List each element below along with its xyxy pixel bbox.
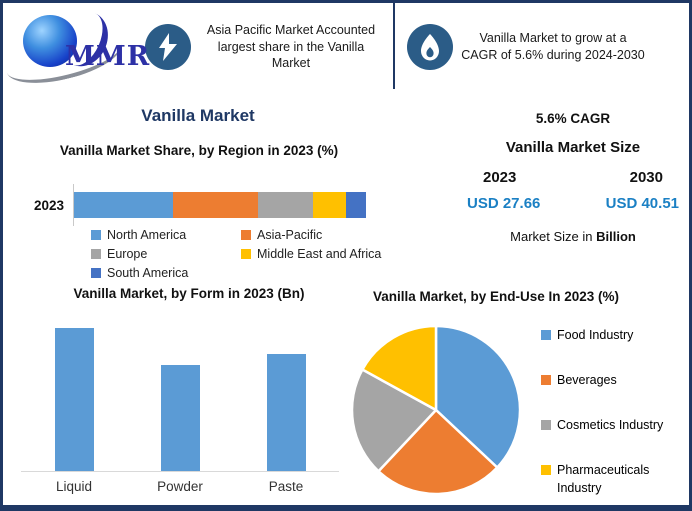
page-title: Vanilla Market bbox=[141, 106, 255, 125]
market-size-note bbox=[455, 229, 691, 244]
lightning-icon bbox=[156, 33, 180, 61]
form-bar-liquid bbox=[55, 328, 94, 471]
legend-label: Asia-Pacific bbox=[257, 227, 323, 242]
flame-icon bbox=[417, 33, 443, 61]
year-start: 2023 bbox=[483, 169, 517, 186]
form-label-powder: Powder bbox=[157, 479, 203, 494]
logo-text: MMR bbox=[65, 41, 151, 72]
region-legend bbox=[91, 225, 381, 282]
region-chart-title: Vanilla Market Share, by Region in 2023 (%) bbox=[59, 143, 339, 158]
header-callout-region bbox=[145, 22, 393, 73]
note-prefix: Market Size in bbox=[510, 229, 597, 244]
header-divider bbox=[393, 3, 395, 89]
lightning-badge bbox=[145, 24, 191, 70]
enduse-legend bbox=[541, 327, 689, 497]
region-segment-north-america bbox=[74, 192, 173, 218]
legend-swatch bbox=[541, 420, 551, 430]
value-end: USD 40.51 bbox=[605, 195, 679, 212]
form-bar-powder bbox=[161, 365, 200, 471]
legend-swatch bbox=[91, 230, 101, 240]
legend-item-food-industry bbox=[541, 327, 689, 345]
enduse-pie-chart bbox=[349, 323, 523, 497]
legend-label: Europe bbox=[107, 246, 148, 261]
form-label-liquid: Liquid bbox=[55, 479, 93, 494]
header-callout-region-text: Asia Pacific Market Accounted largest share in the Vanilla Market bbox=[206, 22, 376, 71]
flame-badge bbox=[407, 24, 453, 70]
region-segment-asia-pacific bbox=[173, 192, 258, 218]
legend-label: South America bbox=[107, 265, 189, 280]
legend-label: Cosmetics Industry bbox=[557, 418, 664, 432]
form-chart-title: Vanilla Market, by Form in 2023 (Bn) bbox=[73, 286, 305, 301]
legend-label: Beverages bbox=[557, 373, 617, 387]
region-stacked-bar bbox=[74, 192, 366, 218]
legend-label: Middle East and Africa bbox=[257, 246, 382, 261]
market-size-values bbox=[455, 195, 691, 212]
enduse-chart-title: Vanilla Market, by End-Use In 2023 (%) bbox=[372, 289, 620, 304]
header-callout-cagr bbox=[393, 24, 653, 70]
region-segment-europe bbox=[258, 192, 313, 218]
legend-swatch bbox=[541, 375, 551, 385]
legend-label: North America bbox=[107, 227, 187, 242]
region-stacked-bar-row bbox=[13, 184, 366, 226]
market-size-panel bbox=[455, 103, 691, 244]
legend-item-south-america bbox=[91, 263, 241, 282]
legend-label: Pharmaceuticals Industry bbox=[557, 463, 650, 495]
form-bar-paste bbox=[267, 354, 306, 471]
legend-swatch bbox=[241, 230, 251, 240]
note-bold: Billion bbox=[596, 229, 636, 244]
legend-item-north-america bbox=[91, 225, 241, 244]
cagr-text: 5.6% CAGR bbox=[535, 111, 611, 126]
form-label-paste: Paste bbox=[268, 479, 304, 494]
region-bar-category-label: 2023 bbox=[33, 197, 64, 213]
legend-swatch bbox=[241, 249, 251, 259]
value-start: USD 27.66 bbox=[467, 195, 541, 212]
legend-item-asia-pacific bbox=[241, 225, 381, 244]
header bbox=[3, 3, 689, 91]
form-bar-chart bbox=[21, 311, 339, 494]
region-segment-middle-east-and-africa bbox=[313, 192, 345, 218]
form-bars bbox=[21, 311, 339, 472]
legend-swatch bbox=[541, 330, 551, 340]
legend-item-beverages bbox=[541, 372, 689, 390]
market-size-years bbox=[455, 169, 691, 186]
legend-swatch bbox=[91, 268, 101, 278]
legend-item-cosmetics-industry bbox=[541, 417, 689, 435]
header-callout-cagr-text: Vanilla Market to grow at a CAGR of 5.6% during 2024-2030 bbox=[461, 31, 645, 62]
year-end: 2030 bbox=[629, 169, 663, 186]
legend-item-pharmaceuticals-industry bbox=[541, 462, 689, 497]
legend-item-middle-east-and-africa bbox=[241, 244, 381, 263]
legend-swatch bbox=[541, 465, 551, 475]
legend-swatch bbox=[91, 249, 101, 259]
legend-label: Food Industry bbox=[557, 328, 634, 342]
market-size-title: Vanilla Market Size bbox=[505, 139, 641, 156]
form-axis-labels bbox=[21, 479, 339, 494]
mmr-logo bbox=[3, 7, 151, 87]
region-segment-south-america bbox=[346, 192, 366, 218]
legend-item-europe bbox=[91, 244, 241, 263]
